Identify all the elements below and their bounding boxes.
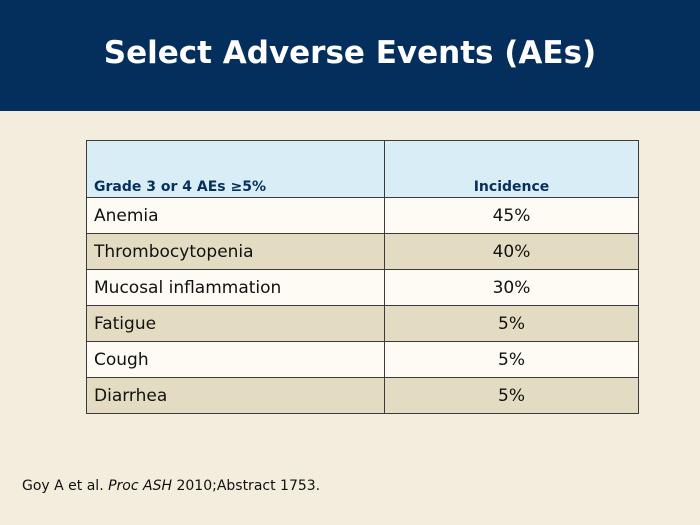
event-name: Diarrhea — [87, 378, 385, 414]
citation-details: 2010;Abstract 1753. — [176, 478, 321, 494]
event-incidence: 5% — [385, 306, 639, 342]
table-row — [87, 342, 639, 378]
citation-authors: Goy A et al. — [22, 478, 104, 494]
event-incidence: 30% — [385, 270, 639, 306]
event-incidence: 40% — [385, 234, 639, 270]
event-incidence: 45% — [385, 198, 639, 234]
header-event: Grade 3 or 4 AEs ≥5% — [87, 141, 385, 198]
table-row — [87, 198, 639, 234]
citation-journal: Proc ASH — [108, 478, 173, 494]
citation — [22, 478, 320, 494]
event-name: Thrombocytopenia — [87, 234, 385, 270]
event-name: Cough — [87, 342, 385, 378]
adverse-events-table — [86, 140, 639, 414]
table-row — [87, 306, 639, 342]
event-name: Mucosal inflammation — [87, 270, 385, 306]
table-row — [87, 378, 639, 414]
header-incidence: Incidence — [385, 141, 639, 198]
slide-title: Select Adverse Events (AEs) — [103, 35, 597, 71]
table-row — [87, 270, 639, 306]
table-header-row — [87, 141, 639, 198]
event-name: Anemia — [87, 198, 385, 234]
event-incidence: 5% — [385, 378, 639, 414]
table-row — [87, 234, 639, 270]
event-name: Fatigue — [87, 306, 385, 342]
event-incidence: 5% — [385, 342, 639, 378]
title-banner — [0, 0, 700, 111]
